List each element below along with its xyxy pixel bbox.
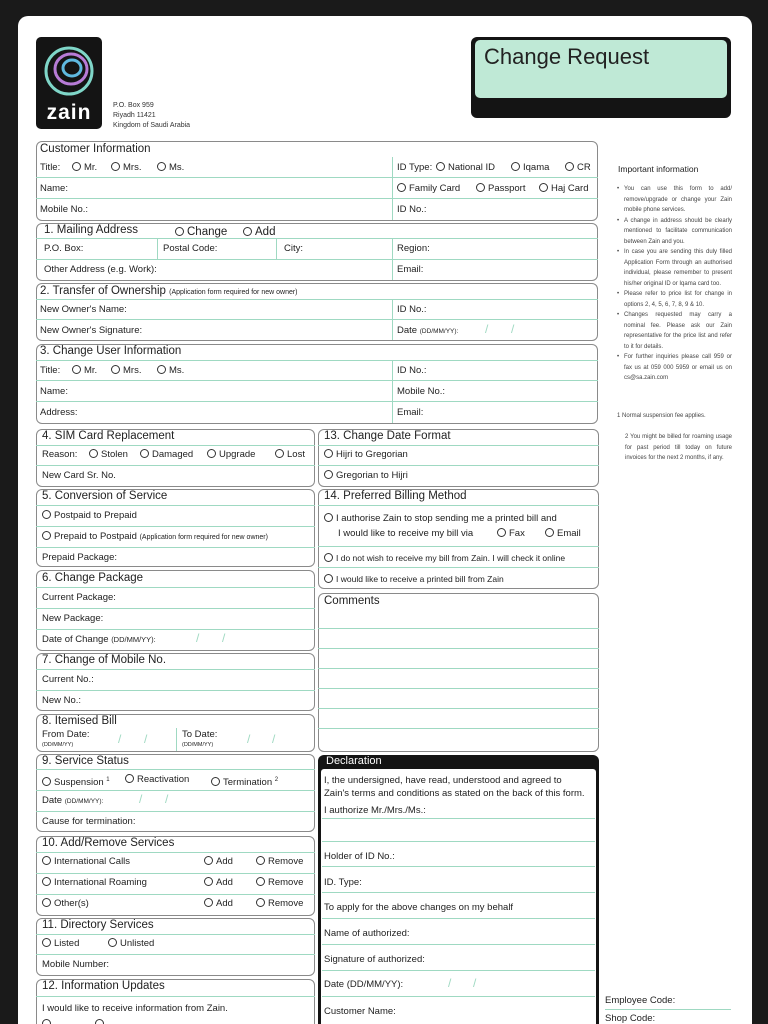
info-bullet: • You can use this form to add/ remove/upgrade or change your Zain mobile phone services. xyxy=(617,184,732,216)
damaged-radio[interactable]: Damaged xyxy=(140,449,193,461)
cause-field[interactable]: Cause for termination: xyxy=(42,816,136,827)
stop-printed-bill-radio[interactable]: I authorise Zain to stop sending me a printed bill and xyxy=(324,513,557,525)
reactivation-radio[interactable]: Reactivation xyxy=(125,774,189,786)
name-authorized-field[interactable]: Name of authorized: xyxy=(324,928,410,939)
address-line: Kingdom of Saudi Arabia xyxy=(113,122,191,129)
passport-radio[interactable]: Passport xyxy=(476,183,526,195)
title-mr-radio[interactable]: Mr. xyxy=(72,162,97,174)
info-bullet: • Changes requested may carry a nominal fee. Please ask our Zain representative for the price list and refer to it for details. xyxy=(617,310,732,352)
info-bullet: • Please refer to price list for change in options 2, 4, 5, 6, 7, 8, 9 & 10. xyxy=(617,289,732,310)
check-online-radio[interactable]: I do not wish to receive my bill from Zain. I will check it online xyxy=(324,552,565,564)
title-ms-radio[interactable]: Ms. xyxy=(157,365,184,377)
company-address xyxy=(113,101,190,131)
address-field[interactable]: Address: xyxy=(40,407,78,418)
iqama-radio[interactable]: Iqama xyxy=(511,162,549,174)
title-mrs-radio[interactable]: Mrs. xyxy=(111,365,141,377)
email-field[interactable]: Email: xyxy=(397,264,424,275)
id-type-field[interactable]: ID. Type: xyxy=(324,877,362,888)
family-card-radio[interactable]: Family Card xyxy=(397,183,460,195)
to-date-field[interactable]: To Date: (DD/MM/YY) xyxy=(182,729,218,748)
name-field[interactable]: Name: xyxy=(40,183,68,194)
email-radio[interactable]: Email xyxy=(545,528,581,540)
id-no-field[interactable]: ID No.: xyxy=(397,304,427,315)
add-radio[interactable]: Add xyxy=(204,877,233,889)
add-radio[interactable]: Add xyxy=(243,226,275,238)
region-field[interactable]: Region: xyxy=(397,243,430,254)
footnote-1: 1 Normal suspension fee applies. xyxy=(617,413,706,419)
others-radio[interactable]: Other(s) xyxy=(42,898,89,910)
section-heading: Customer Information xyxy=(40,143,151,155)
title-label: Title: xyxy=(40,365,61,376)
section-heading: 10. Add/Remove Services xyxy=(42,837,175,849)
id-type-label: ID Type: xyxy=(397,162,433,173)
date-field[interactable]: Date (DD/MM/YY): xyxy=(324,979,404,990)
shop-code-field[interactable]: Shop Code: xyxy=(605,1013,656,1024)
email-field[interactable]: Email: xyxy=(397,407,424,418)
po-box-field[interactable]: P.O. Box: xyxy=(44,243,84,254)
title-label: Title: xyxy=(40,162,61,173)
form-title: Change Request xyxy=(484,44,650,69)
unlisted-radio[interactable]: Unlisted xyxy=(108,938,154,950)
haj-card-radio[interactable]: Haj Card xyxy=(539,183,589,195)
holder-id-field[interactable]: Holder of ID No.: xyxy=(324,851,395,862)
section-heading: 8. Itemised Bill xyxy=(42,715,117,727)
updates-text: I would like to receive information from Zain. xyxy=(42,1003,228,1014)
international-roaming-radio[interactable]: International Roaming xyxy=(42,877,147,889)
swirl-icon xyxy=(43,43,95,101)
current-package-field[interactable]: Current Package: xyxy=(42,592,116,603)
apply-text: To apply for the above changes on my behalf xyxy=(324,902,514,913)
section-note: (Application form required for new owner) xyxy=(169,289,298,296)
hijri-to-gregorian-radio[interactable]: Hijri to Gregorian xyxy=(324,449,408,461)
title-ms-radio[interactable]: Ms. xyxy=(157,162,184,174)
cr-radio[interactable]: CR xyxy=(565,162,591,174)
section-heading: 13. Change Date Format xyxy=(324,430,451,442)
footnote-2: 2 You might be billed for roaming usage for past period till today on future invoices for the next 2 months, if any. xyxy=(625,434,732,461)
date-field[interactable]: Date (DD/MM/YY): xyxy=(397,325,459,336)
lost-radio[interactable]: Lost xyxy=(275,449,305,461)
printed-bill-radio[interactable]: I would like to receive a printed bill from Zain xyxy=(324,573,504,585)
postal-code-field[interactable]: Postal Code: xyxy=(163,243,218,254)
info-bullet: • A change in address should be clearly mentioned to facilitate communication between Zain and you. xyxy=(617,216,732,248)
updates-radio[interactable] xyxy=(95,1019,107,1024)
mobile-field[interactable]: Mobile No.: xyxy=(40,204,89,215)
authorize-field[interactable]: I authorize Mr./Mrs./Ms.: xyxy=(324,805,426,816)
id-no-field[interactable]: ID No.: xyxy=(397,204,427,215)
section-heading: 3. Change User Information xyxy=(40,345,182,357)
important-info-heading: Important information xyxy=(618,164,699,174)
national-id-radio[interactable]: National ID xyxy=(436,162,495,174)
owner-signature-field[interactable]: New Owner's Signature: xyxy=(40,325,143,336)
international-calls-radio[interactable]: International Calls xyxy=(42,856,130,868)
postpaid-to-prepaid-radio[interactable]: Postpaid to Prepaid xyxy=(42,510,137,522)
gregorian-to-hijri-radio[interactable]: Gregorian to Hijri xyxy=(324,470,408,482)
section-heading: 5. Conversion of Service xyxy=(42,490,168,502)
card-serial-field[interactable]: New Card Sr. No. xyxy=(42,470,116,481)
remove-radio[interactable]: Remove xyxy=(256,877,303,889)
updates-radio[interactable] xyxy=(42,1019,54,1024)
section-heading: 1. Mailing Address xyxy=(44,224,138,236)
mobile-field[interactable]: Mobile No.: xyxy=(397,386,446,397)
section-heading: 9. Service Status xyxy=(42,755,129,767)
owner-name-field[interactable]: New Owner's Name: xyxy=(40,304,127,315)
section-heading: 2. Transfer of Ownership xyxy=(40,285,166,297)
add-radio[interactable]: Add xyxy=(204,898,233,910)
employee-code-field[interactable]: Employee Code: xyxy=(605,995,676,1006)
address-line: P.O. Box 959 xyxy=(113,102,154,109)
address-line: Riyadh 11421 xyxy=(113,112,156,119)
section-heading: 4. SIM Card Replacement xyxy=(42,430,175,442)
logo-text: zain xyxy=(46,101,92,124)
title-box xyxy=(471,37,731,118)
section-heading: Declaration xyxy=(326,755,382,767)
section-heading: 6. Change Package xyxy=(42,572,144,584)
prepaid-package-field[interactable]: Prepaid Package: xyxy=(42,552,117,563)
termination-radio[interactable]: Termination $^2$ xyxy=(211,774,278,789)
section-heading: 7. Change of Mobile No. xyxy=(42,654,167,666)
suspension-radio[interactable]: Suspension $^1$ xyxy=(42,774,110,789)
listed-radio[interactable]: Listed xyxy=(42,938,79,950)
id-no-field[interactable]: ID No.: xyxy=(397,365,427,376)
date-field[interactable]: Date (DD/MM/YY): xyxy=(42,795,104,806)
title-mrs-radio[interactable]: Mrs. xyxy=(111,162,141,174)
info-bullets xyxy=(617,184,732,384)
new-package-field[interactable]: New Package: xyxy=(42,613,104,624)
reason-label: Reason: xyxy=(42,449,78,460)
current-no-field[interactable]: Current No.: xyxy=(42,674,94,685)
upgrade-radio[interactable]: Upgrade xyxy=(207,449,255,461)
fax-radio[interactable]: Fax xyxy=(497,528,525,540)
add-radio[interactable]: Add xyxy=(204,856,233,868)
from-date-field[interactable]: From Date: (DD/MM/YY) xyxy=(42,729,90,748)
section-heading: Comments xyxy=(324,595,380,607)
section-heading: 11. Directory Services xyxy=(42,919,154,931)
remove-radio[interactable]: Remove xyxy=(256,856,303,868)
declaration-text: I, the undersigned, have read, understood and agreed to Zain's terms and conditions as stated on the back of this form. xyxy=(324,775,585,799)
signature-authorized-field[interactable]: Signature of authorized: xyxy=(324,954,425,965)
city-field[interactable]: City: xyxy=(284,243,303,254)
bill-via-label: I would like to receive my bill via xyxy=(338,528,474,539)
date-of-change-field[interactable]: Date of Change (DD/MM/YY): xyxy=(42,634,156,645)
new-no-field[interactable]: New No.: xyxy=(42,695,82,706)
stolen-radio[interactable]: Stolen xyxy=(89,449,128,461)
section-heading: 12. Information Updates xyxy=(42,980,165,992)
title-mr-radio[interactable]: Mr. xyxy=(72,365,97,377)
customer-name-field[interactable]: Customer Name: xyxy=(324,1006,396,1017)
change-radio[interactable]: Change xyxy=(175,226,227,238)
zain-logo xyxy=(36,37,102,129)
info-bullet: • For further inquiries please call 959 or fax us at 059 000 5959 or email us on cs@sa.zain.com xyxy=(617,352,732,384)
info-bullet: • In case you are sending this duly filled Application Form through an authorised individual, please remember to present his/her original ID or Iqama card too. xyxy=(617,247,732,289)
other-address-field[interactable]: Other Address (e.g. Work): xyxy=(44,264,157,275)
prepaid-to-postpaid-radio[interactable]: Prepaid to Postpaid (Application form required for new owner) xyxy=(42,531,268,544)
remove-radio[interactable]: Remove xyxy=(256,898,303,910)
mobile-number-field[interactable]: Mobile Number: xyxy=(42,959,110,970)
section-heading: 14. Preferred Billing Method xyxy=(324,490,467,502)
name-field[interactable]: Name: xyxy=(40,386,68,397)
